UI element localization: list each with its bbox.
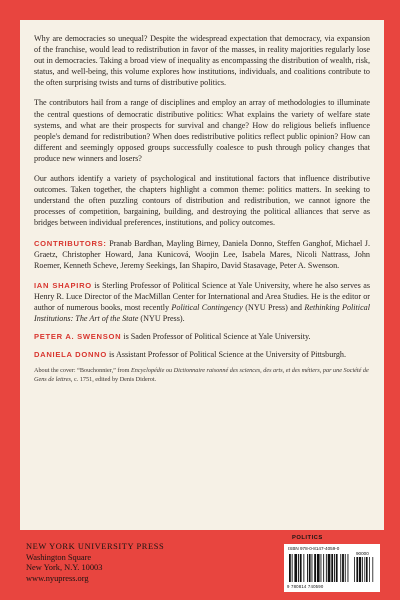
price-barcode-bar <box>356 557 358 582</box>
price-barcode-bar <box>354 557 355 582</box>
barcode-bar <box>303 554 304 582</box>
barcode-bar <box>328 554 331 582</box>
barcode-bar <box>289 554 291 582</box>
barcode-bar <box>348 554 349 582</box>
bio-shapiro-name: IAN SHAPIRO <box>34 280 92 290</box>
price-barcode-bar <box>366 557 368 582</box>
price-barcode-bar <box>372 557 373 582</box>
barcode-bar <box>312 554 313 582</box>
barcode-bar <box>323 554 324 582</box>
barcode-bar <box>298 554 299 582</box>
price-barcode-bar <box>359 557 361 582</box>
barcode-bar <box>342 554 344 582</box>
barcode-bar <box>307 554 308 582</box>
bio-shapiro <box>34 280 370 324</box>
subject-category: POLITICS <box>292 535 323 541</box>
publisher-name: NEW YORK UNIVERSITY PRESS <box>26 542 165 551</box>
bio-swenson-text: is Saden Professor of Political Science at Yale University. <box>123 332 311 342</box>
bio-swenson-name: PETER A. SWENSON <box>34 332 122 342</box>
barcode-digits: 9 780814 740590 <box>287 584 324 589</box>
barcode-bar <box>294 554 297 582</box>
bio-swenson <box>34 331 370 342</box>
barcode-bar <box>334 554 335 582</box>
price-barcode-bar <box>362 557 363 582</box>
barcode-bar <box>321 554 322 582</box>
barcode-bar <box>309 554 311 582</box>
barcode-bar <box>314 554 316 582</box>
cover-note-end: c. 1751, edited by Denis Diderot. <box>73 375 157 383</box>
price-barcode-bar <box>364 557 365 582</box>
barcode-box <box>284 544 380 592</box>
contributors-block <box>34 238 370 271</box>
bio-donno-name: DANIELA DONNO <box>34 350 107 360</box>
back-cover-text-panel <box>20 20 384 530</box>
publisher-address-2: New York, N.Y. 10003 <box>26 563 103 573</box>
cover-credit-note: About the cover: “Bouchonnier,” from Encyclopédie ou Dictionnaire raisonné des sciences, des arts, et des métiers, par une Société de Gens de lettres, c. 1751, edited by Denis Diderot. <box>34 367 369 383</box>
contributors-list: Pranab Bardhan, Mayling Birney, Daniela Donno, Steffen Ganghof, Michael J. Graetz, Christopher Howard, Jana Kunicová, Woojin Lee, Isabela Mares, Nicoli Nattrass, John Roemer, Kenneth Scheve, Jeremy Seekings, Ian Shapiro, David Stasavage, Peter A. Swenson. <box>34 238 370 270</box>
bio-shapiro-text-3: (NYU Press). <box>140 314 185 324</box>
barcode-bar <box>340 554 341 582</box>
cover-note-title: Encyclopédie ou Dictionnaire raisonné des sciences, des arts, et des métiers, par une Société de Gens de lettres <box>34 367 369 383</box>
barcode-bar <box>292 554 293 582</box>
bio-shapiro-text-1: is Sterling Professor of Political Science at Yale University, where he also serves as Henry R. Luce Director of the MacMillan Center for International and Area Studies. He is the editor or author of numerous books, most recently <box>34 280 370 312</box>
barcode-icon <box>288 554 376 583</box>
description-paragraph-3: Our authors identify a variety of psychological and institutional factors that influence distributive outcomes. Taken together, the chapters highlight a common theme: politics matters. In seeking to understand the often puzzling contours of distribution and redistribution, we cannot ignore the processes of competition, bargaining, building, and destroying the political alliances that serve as bridges between individual preferences, institutions, and policy outcomes. <box>34 174 370 228</box>
price-code: 90000 <box>356 551 369 556</box>
publisher-website: www.nyupress.org <box>26 573 89 583</box>
barcode-bar <box>300 554 302 582</box>
bio-donno-text: is Assistant Professor of Political Science at the University of Pittsburgh. <box>108 350 347 360</box>
barcode-bar <box>331 554 333 582</box>
bio-shapiro-book-1: Political Contingency <box>171 302 243 312</box>
price-barcode-bar <box>369 557 370 582</box>
bio-donno <box>34 349 370 360</box>
barcode-bar <box>336 554 338 582</box>
cover-note-intro: About the cover: “Bouchonnier,” from <box>34 367 130 375</box>
description-paragraph-2: The contributors hail from a range of disciplines and employ an array of methodologies to illuminate the central questions of democratic distributive politics: What explains the variety of welfare state systems, and what are their prospects for survival and change? How do religious beliefs influence people's demand for redistribution? When does redistributive politics reflect public opinion? How can different and seemingly opposed groups successfully coalesce to push through policy changes that produce new winners and losers? <box>34 98 370 163</box>
barcode-bar <box>345 554 346 582</box>
publisher-block <box>26 542 164 584</box>
barcode-bar <box>326 554 327 582</box>
cover-footer <box>20 530 384 600</box>
publisher-address-1: Washington Square <box>26 552 92 562</box>
description-paragraph-1: Why are democracies so unequal? Despite the widespread expectation that democracy, via expansion of the franchise, would lead to redistribution in favor of the masses, in reality majorities regularly lose out in democracies. Taking a broad view of inequality as encompassing the distribution of wealth, risk, status, and well-being, this volume explores how institutions, individuals, and coalitions contribute to the often surprising twists and turns of distributive politics. <box>34 34 370 88</box>
bio-shapiro-book-2: Rethinking Political Institutions: The Art of the State <box>34 302 370 324</box>
barcode-bar <box>317 554 320 582</box>
isbn-text: ISBN 978-0-8147-4059-0 <box>288 546 340 551</box>
bio-shapiro-text-2: (NYU Press) and <box>245 302 302 312</box>
contributors-label: CONTRIBUTORS: <box>34 238 107 248</box>
